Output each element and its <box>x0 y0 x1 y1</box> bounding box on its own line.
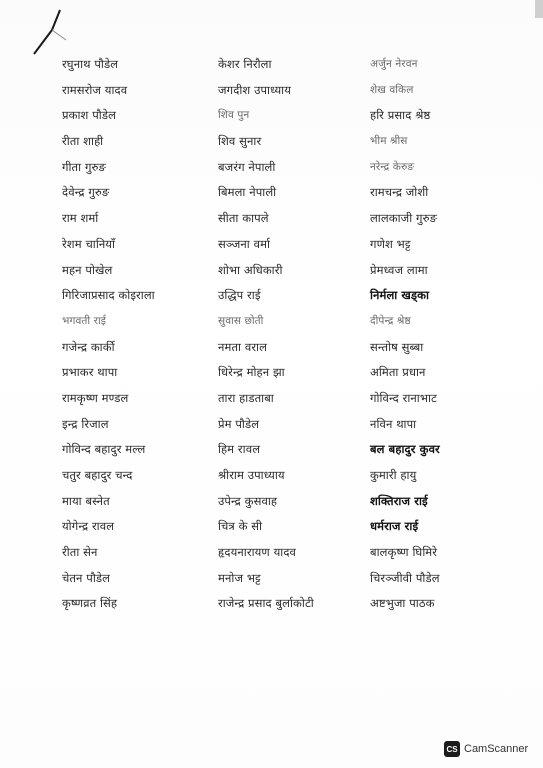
name-column-2: तारा हाडताबा <box>218 390 274 405</box>
name-row <box>62 313 502 339</box>
name-column-1: रीता सेन <box>62 545 98 560</box>
name-column-3: बल बहादुर कुवर <box>370 442 440 457</box>
name-column-2: उद्धिप राई <box>218 288 261 303</box>
name-column-3: नरेन्द्र केरुङ <box>370 160 415 173</box>
names-list <box>62 56 502 621</box>
name-column-2: जगदीश उपाध्याय <box>218 82 292 97</box>
name-column-3: अर्जुन नेरवन <box>370 58 418 70</box>
name-column-1: कृष्णव्रत सिंह <box>62 596 118 611</box>
name-column-2: हिम रावल <box>218 442 261 457</box>
name-column-3: बालकृष्ण घिमिरे <box>370 545 438 560</box>
name-column-2: चित्र के सी <box>218 519 263 534</box>
name-column-2: सुवास छोती <box>218 314 264 327</box>
name-column-2: मनोज भट्ट <box>218 570 261 585</box>
name-column-2: सीता कापले <box>218 211 269 226</box>
name-row <box>62 441 502 467</box>
name-column-1: रामसरोज यादव <box>62 82 128 97</box>
name-row <box>62 518 502 544</box>
name-row <box>62 184 502 210</box>
name-column-1: माया बस्नेत <box>62 493 110 508</box>
name-row <box>62 262 502 288</box>
name-column-2: सञ्जना वर्मा <box>218 236 271 251</box>
name-column-2: शिव सुनार <box>218 134 262 149</box>
name-row <box>62 339 502 365</box>
name-row <box>62 390 502 416</box>
name-column-1: रघुनाथ पौडेल <box>62 57 119 71</box>
name-column-1: गोविन्द बहादुर मल्ल <box>62 442 146 457</box>
name-column-1: चतुर बहादुर चन्द <box>62 468 133 482</box>
name-row <box>62 544 502 570</box>
name-row <box>62 159 502 185</box>
name-column-3: शक्तिराज राई <box>370 493 428 508</box>
name-column-3: कुमारी हायु <box>370 468 417 482</box>
name-column-1: रीता शाही <box>62 134 104 149</box>
name-column-3: हरि प्रसाद श्रेष्ठ <box>370 108 431 123</box>
name-column-1: राम शर्मा <box>62 211 99 226</box>
name-column-1: इन्द्र रिजाल <box>62 416 109 431</box>
name-column-3: रामचन्द्र जोशी <box>370 185 429 200</box>
name-row <box>62 287 502 313</box>
camscanner-watermark <box>444 740 528 758</box>
name-row <box>62 416 502 442</box>
name-column-1: प्रभाकर थापा <box>62 365 118 380</box>
name-column-1: योगेन्द्र रावल <box>62 519 115 534</box>
name-column-1: गजेन्द्र कार्की <box>62 339 115 354</box>
name-column-2: धिरेन्द्र मोहन झा <box>218 365 285 380</box>
name-column-3: प्रेमध्वज लामा <box>370 262 428 277</box>
name-column-3: सन्तोष सुब्बा <box>370 339 424 354</box>
name-column-1: देवेन्द्र गुरुङ <box>62 185 110 200</box>
name-row <box>62 133 502 159</box>
name-column-1: रेशम चानियाँ <box>62 236 116 251</box>
name-column-3: अष्टभुजा पाठक <box>370 596 435 611</box>
name-column-3: शेख वकिल <box>370 83 414 96</box>
name-row <box>62 107 502 133</box>
name-row <box>62 493 502 519</box>
name-column-2: केशर निरौला <box>218 57 272 71</box>
name-column-2: श्रीराम उपाध्याय <box>218 468 285 482</box>
name-column-2: हृदयनारायण यादव <box>218 545 297 560</box>
name-column-1: गीता गुरुङ <box>62 159 106 174</box>
name-column-1: महन पोखेल <box>62 262 113 277</box>
name-row <box>62 467 502 493</box>
name-column-1: भगवती राई <box>62 314 107 327</box>
name-column-2: प्रेम पौडेल <box>218 416 260 431</box>
name-column-2: राजेन्द्र प्रसाद बुर्लाकोटी <box>218 596 314 611</box>
name-column-3: नविन थापा <box>370 416 417 431</box>
camscanner-logo-icon: CS <box>444 741 460 757</box>
name-column-3: भीम श्रीस <box>370 135 408 148</box>
name-column-3: दीपेन्द्र श्रेष्ठ <box>370 314 411 327</box>
name-column-2: बजरंग नेपाली <box>218 159 276 174</box>
name-column-3: अमिता प्रधान <box>370 365 426 380</box>
name-row <box>62 595 502 621</box>
name-column-3: गोविन्द रानाभाट <box>370 390 437 405</box>
name-column-2: नमता वराल <box>218 339 268 354</box>
name-column-3: लालकाजी गुरुङ <box>370 211 438 226</box>
page-corner-mark <box>535 0 543 18</box>
name-row <box>62 56 502 82</box>
name-column-3: धर्मराज राई <box>370 519 419 534</box>
name-column-1: प्रकाश पौडेल <box>62 108 116 123</box>
name-column-2: शिव पुन <box>218 109 250 122</box>
name-column-3: गणेश भट्ट <box>370 236 411 251</box>
name-row <box>62 236 502 262</box>
name-row <box>62 570 502 596</box>
name-column-1: रामकृष्ण मण्डल <box>62 390 129 405</box>
page-fold-mark <box>30 0 70 60</box>
name-column-1: गिरिजाप्रसाद कोइराला <box>62 288 155 303</box>
name-column-1: चेतन पौडेल <box>62 570 111 585</box>
camscanner-label: CamScanner <box>464 743 529 755</box>
name-column-2: बिमला नेपाली <box>218 185 277 200</box>
name-row <box>62 82 502 108</box>
name-row <box>62 364 502 390</box>
name-row <box>62 210 502 236</box>
name-column-3: निर्मला खड्का <box>370 288 430 303</box>
name-column-2: शोभा अधिकारी <box>218 262 283 277</box>
name-column-2: उपेन्द्र कुसवाह <box>218 493 278 508</box>
name-column-3: चिरञ्जीवी पौडेल <box>370 570 440 585</box>
